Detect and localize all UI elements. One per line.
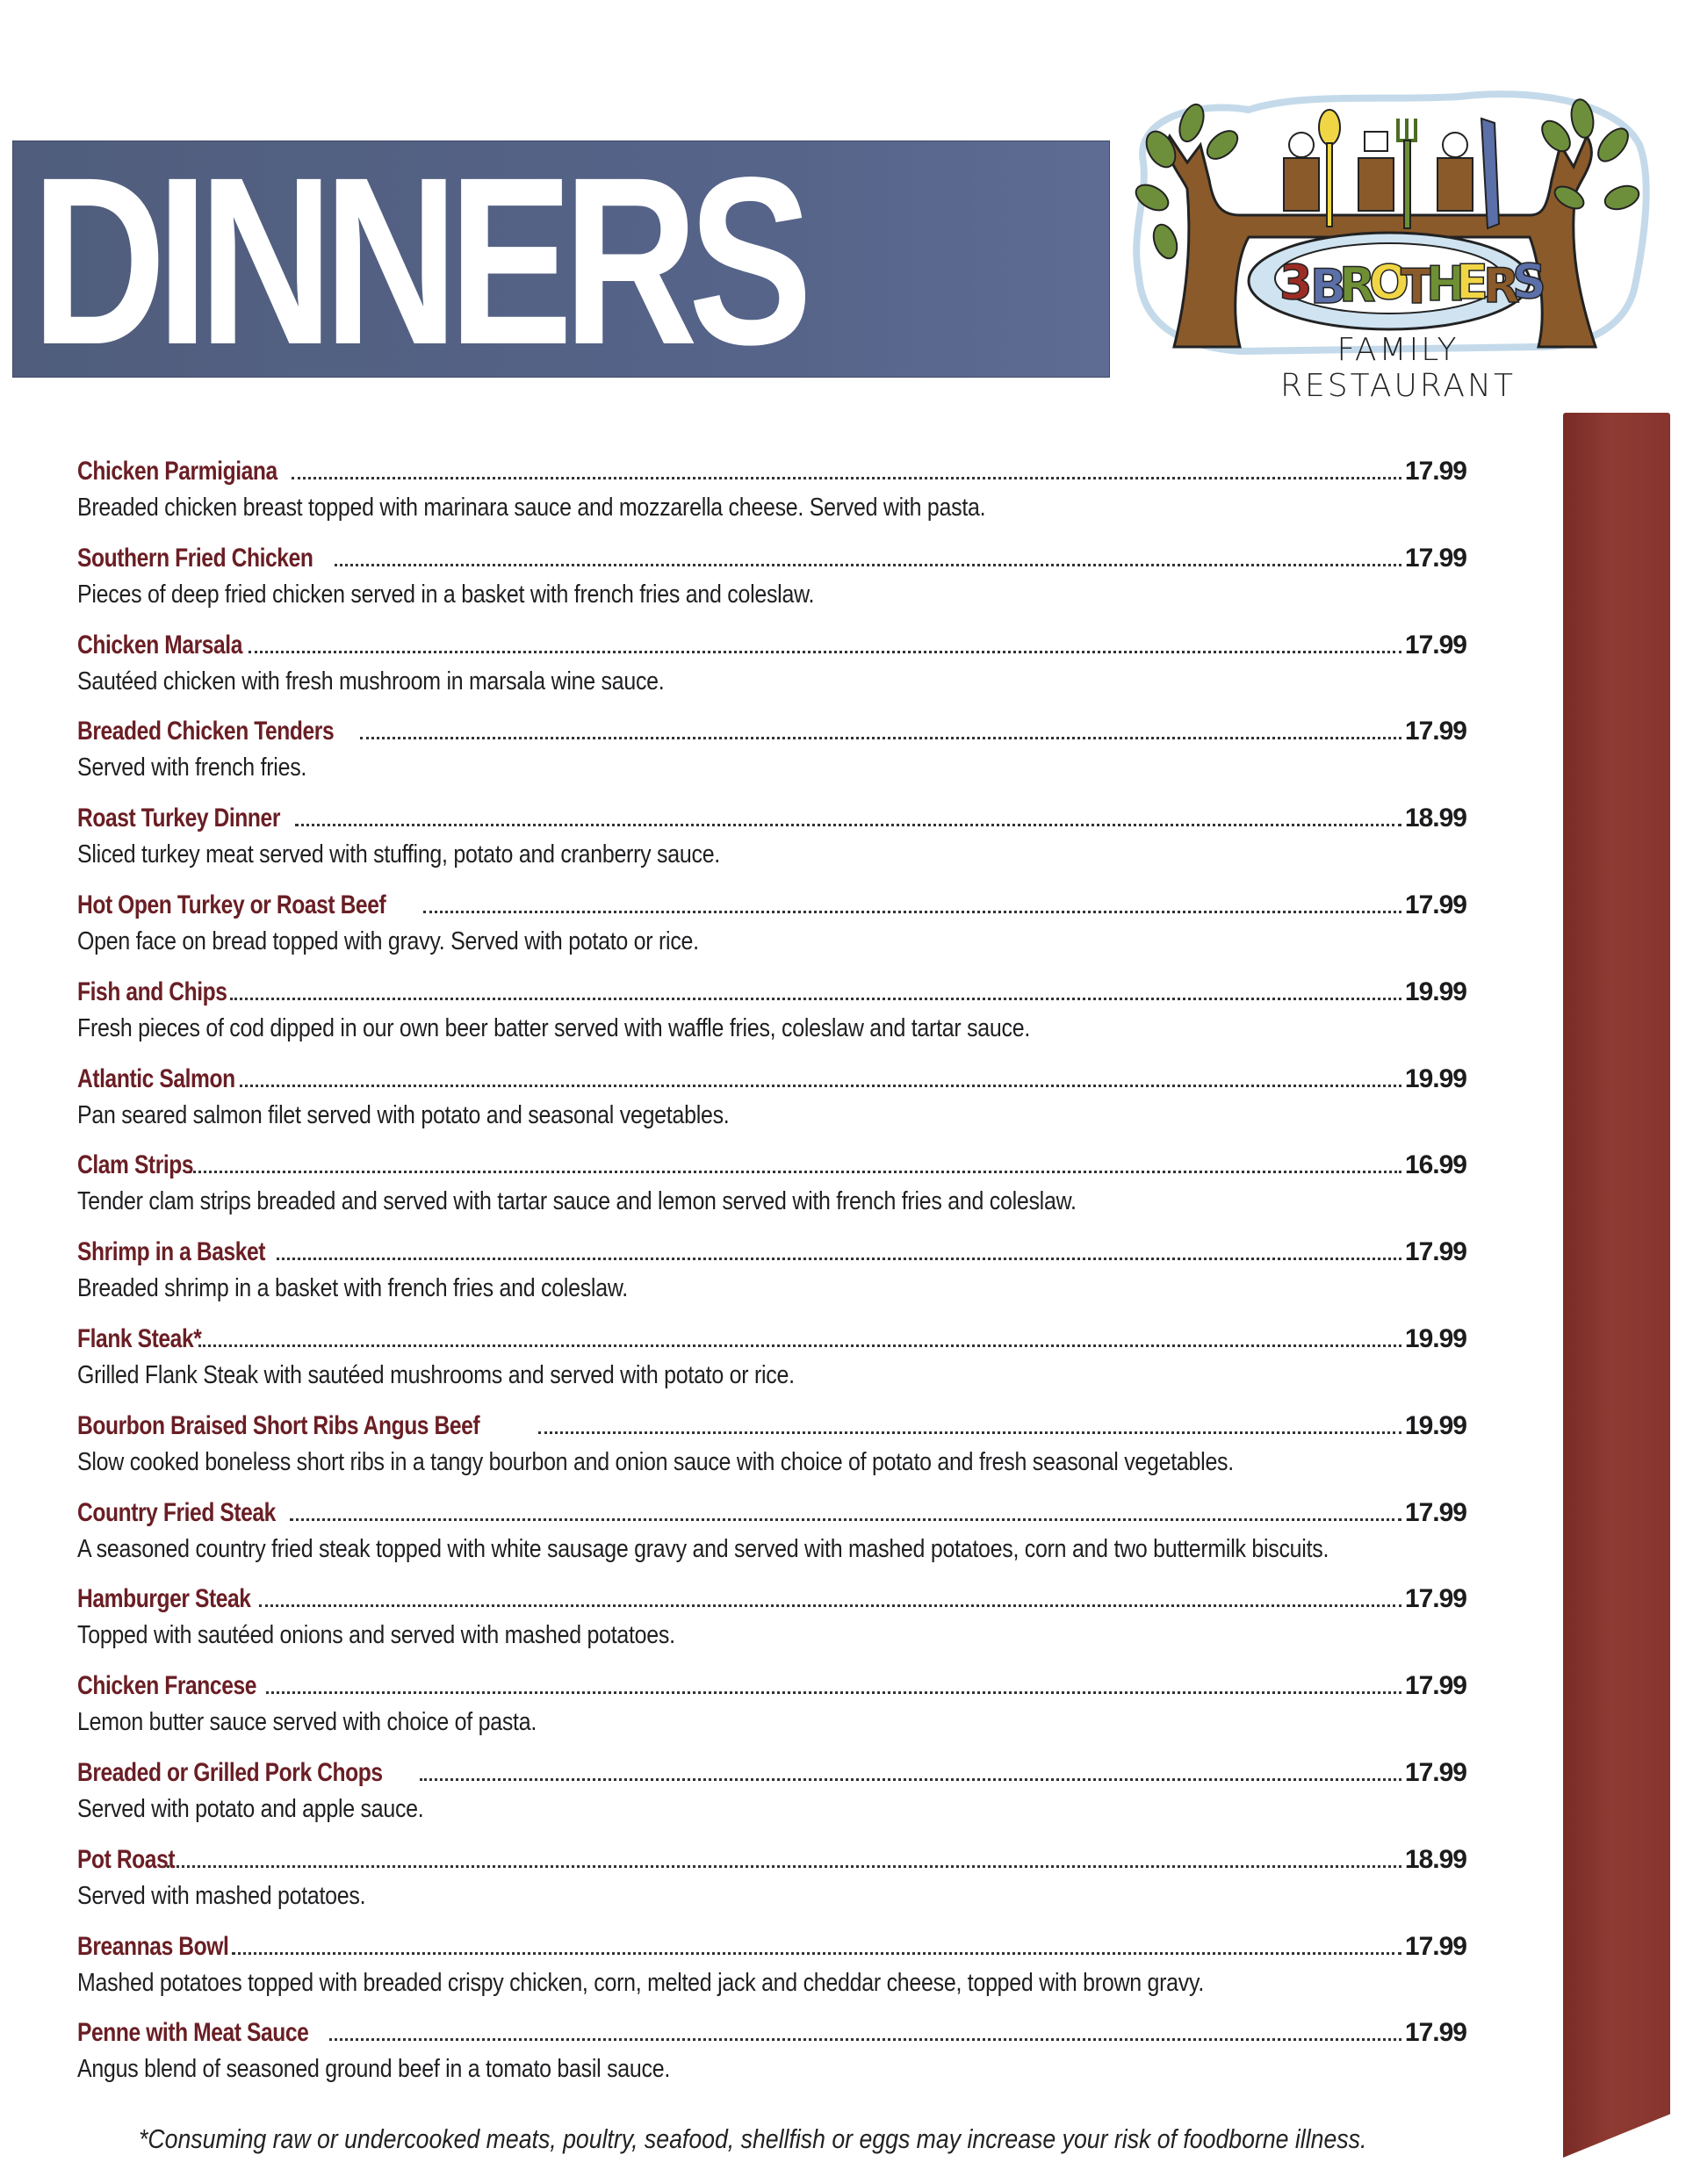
logo-tagline: FAMILY RESTAURANT	[1280, 332, 1516, 404]
item-price: 17.99	[1404, 543, 1466, 573]
item-name: Chicken Francese	[77, 1671, 257, 1701]
item-description: Tender clam strips breaded and served with tartar sauce and lemon served with french fries and coleslaw.	[77, 1187, 1077, 1216]
menu-item	[77, 804, 1466, 890]
dot-leader	[277, 1257, 1401, 1260]
dot-leader	[232, 1951, 1401, 1955]
dot-leader	[167, 1864, 1401, 1868]
decorative-side-bar	[1563, 413, 1670, 2158]
menu-item	[77, 1324, 1466, 1411]
item-price: 17.99	[1404, 1757, 1466, 1787]
item-name: Country Fried Steak	[77, 1497, 276, 1527]
dot-leader	[259, 1604, 1401, 1607]
dot-leader	[538, 1431, 1401, 1434]
menu-item	[77, 977, 1466, 1064]
item-name: Penne with Meat Sauce	[77, 2018, 309, 2048]
menu-item	[77, 717, 1466, 804]
svg-text:O: O	[1369, 255, 1409, 310]
restaurant-logo	[1126, 83, 1653, 404]
item-name: Hot Open Turkey or Roast Beef	[77, 890, 386, 919]
menu-item	[77, 1845, 1466, 1932]
item-price: 17.99	[1404, 2018, 1466, 2048]
item-price: 17.99	[1404, 717, 1466, 746]
item-description: Breaded shrimp in a basket with french fries and coleslaw.	[77, 1274, 628, 1303]
item-description: Breaded chicken breast topped with marinara sauce and mozzarella cheese. Served with pasta.	[77, 494, 986, 522]
dot-leader	[290, 1517, 1401, 1521]
dot-leader	[189, 1170, 1401, 1173]
item-name: Chicken Parmigiana	[77, 457, 277, 486]
dot-leader	[230, 997, 1401, 1000]
menu-item	[77, 457, 1466, 544]
item-name: Pot Roast	[77, 1844, 176, 1874]
item-description: Served with potato and apple sauce.	[77, 1794, 424, 1823]
menu-item	[77, 1671, 1466, 1758]
dot-leader	[240, 1084, 1401, 1087]
svg-text:S: S	[1512, 254, 1546, 309]
menu-item	[77, 544, 1466, 631]
item-price: 17.99	[1404, 1497, 1466, 1527]
item-price: 19.99	[1404, 1410, 1466, 1440]
item-description: Sliced turkey meat served with stuffing, potato and cranberry sauce.	[77, 840, 720, 869]
item-name: Clam Strips	[77, 1150, 194, 1180]
dot-leader	[292, 476, 1401, 479]
menu-item	[77, 1064, 1466, 1151]
item-name: Hamburger Steak	[77, 1584, 251, 1614]
item-price: 16.99	[1404, 1150, 1466, 1180]
dot-leader	[198, 1344, 1401, 1347]
item-name: Fish and Chips	[77, 977, 227, 1006]
menu-item	[77, 631, 1466, 717]
menu-item	[77, 2018, 1466, 2105]
item-description: Slow cooked boneless short ribs in a tangy bourbon and onion sauce with choice of potato and fresh seasonal vegetables.	[77, 1447, 1234, 1476]
item-name: Shrimp in a Basket	[77, 1237, 266, 1267]
item-price: 17.99	[1404, 890, 1466, 919]
svg-text:R: R	[1483, 258, 1520, 314]
item-name: Breaded or Grilled Pork Chops	[77, 1757, 383, 1787]
dot-leader	[295, 823, 1401, 826]
item-name: Southern Fried Chicken	[77, 543, 313, 573]
dot-leader	[335, 563, 1401, 566]
item-name: Roast Turkey Dinner	[77, 804, 280, 833]
dot-leader	[420, 1777, 1401, 1781]
item-name: Breaded Chicken Tenders	[77, 717, 335, 746]
svg-text:B: B	[1310, 259, 1347, 314]
title-banner	[12, 127, 1110, 394]
page-title: DINNERS	[32, 127, 803, 394]
item-description: Fresh pieces of cod dipped in our own beer batter served with waffle fries, coleslaw and tartar sauce.	[77, 1013, 1031, 1042]
item-price: 17.99	[1404, 1671, 1466, 1701]
item-name: Chicken Marsala	[77, 630, 243, 660]
item-price: 17.99	[1404, 457, 1466, 486]
item-description: Angus blend of seasoned ground beef in a tomato basil sauce.	[77, 2055, 671, 2084]
item-description: Served with mashed potatoes.	[77, 1881, 366, 1910]
item-description: Topped with sautéed onions and served with mashed potatoes.	[77, 1621, 675, 1650]
item-description: Grilled Flank Steak with sautéed mushrooms and served with potato or rice.	[77, 1360, 795, 1389]
dot-leader	[266, 1690, 1401, 1694]
menu-item	[77, 1758, 1466, 1845]
menu-list	[77, 457, 1466, 2105]
item-price: 19.99	[1404, 977, 1466, 1006]
svg-text:3: 3	[1279, 255, 1313, 310]
item-description: A seasoned country fried steak topped with white sausage gravy and served with mashed potatoes, corn and two buttermilk biscuits.	[77, 1534, 1329, 1563]
menu-item	[77, 1584, 1466, 1671]
item-price: 19.99	[1404, 1323, 1466, 1353]
svg-text:E: E	[1456, 255, 1488, 310]
dot-leader	[423, 910, 1401, 913]
svg-text:H: H	[1426, 256, 1466, 312]
dot-leader	[360, 736, 1401, 739]
svg-text:T: T	[1401, 259, 1433, 314]
menu-item	[77, 1498, 1466, 1585]
item-price: 18.99	[1404, 804, 1466, 833]
food-safety-disclaimer: *Consuming raw or undercooked meats, poultry, seafood, shellfish or eggs may increase your risk of foodborne illness.	[139, 2123, 1367, 2154]
item-description: Lemon butter sauce served with choice of pasta.	[77, 1708, 537, 1737]
item-description: Served with french fries.	[77, 753, 307, 782]
menu-item	[77, 1932, 1466, 2019]
item-name: Breannas Bowl	[77, 1931, 229, 1961]
menu-item	[77, 890, 1466, 977]
item-price: 17.99	[1404, 1584, 1466, 1614]
item-price: 17.99	[1404, 1931, 1466, 1961]
menu-item	[77, 1150, 1466, 1237]
item-description: Mashed potatoes topped with breaded crispy chicken, corn, melted jack and cheddar cheese, topped with brown gravy.	[77, 1968, 1205, 1997]
item-name: Flank Steak*	[77, 1323, 202, 1353]
menu-item	[77, 1237, 1466, 1324]
item-price: 18.99	[1404, 1844, 1466, 1874]
dot-leader	[329, 2037, 1401, 2041]
svg-text:R: R	[1339, 257, 1376, 313]
item-price: 17.99	[1404, 1237, 1466, 1267]
item-price: 19.99	[1404, 1063, 1466, 1093]
item-description: Sautéed chicken with fresh mushroom in marsala wine sauce.	[77, 667, 665, 696]
item-description: Pan seared salmon filet served with potato and seasonal vegetables.	[77, 1100, 730, 1129]
item-description: Open face on bread topped with gravy. Served with potato or rice.	[77, 926, 699, 955]
item-description: Pieces of deep fried chicken served in a basket with french fries and coleslaw.	[77, 580, 815, 609]
item-name: Bourbon Braised Short Ribs Angus Beef	[77, 1410, 480, 1440]
menu-item	[77, 1411, 1466, 1498]
dot-leader	[249, 650, 1401, 653]
item-price: 17.99	[1404, 630, 1466, 660]
item-name: Atlantic Salmon	[77, 1063, 235, 1093]
